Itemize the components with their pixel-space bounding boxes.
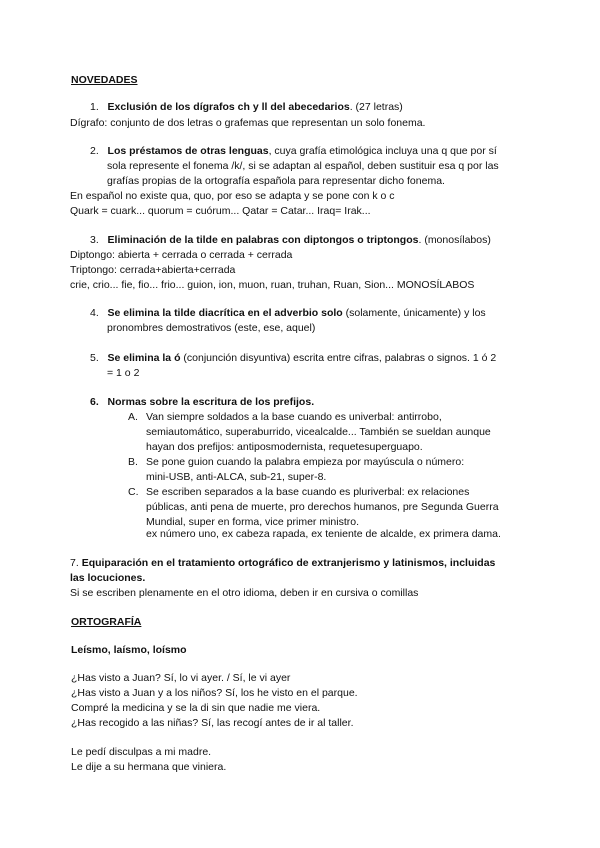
item-2-rest: , cuya grafía etimológica incluya una q que por sí: [268, 145, 497, 157]
item-4: [90, 306, 486, 321]
item-6-sub-a-letter: A.: [128, 411, 138, 423]
example-line-1: ¿Has visto a Juan? Sí, lo vi ayer. / Sí, le vi ayer: [71, 672, 291, 684]
example-line-2: ¿Has visto a Juan y a los niños? Sí, los he visto en el parque.: [71, 687, 358, 699]
example-line-3: Compré la medicina y se la di sin que nadie me viera.: [71, 702, 321, 714]
item-2: [90, 144, 497, 159]
item-4-number: 4.: [90, 307, 99, 319]
line-diptongo: Diptongo: abierta + cerrada o cerrada + cerrada: [70, 249, 293, 261]
item-1-number: 1.: [90, 101, 99, 113]
line-crie: crie, crio... fie, fio... frio... guion, ion, muon, ruan, truhan, Ruan, Sion... MONOSÍLABOS: [70, 279, 475, 291]
example-line-4: ¿Has recogido a las niñas? Sí, las recogí antes de ir al taller.: [71, 717, 354, 729]
item-6-sub-a-line1: Van siempre soldados a la base cuando es univerbal: antirrobo,: [146, 411, 442, 423]
item-4-line2: pronombres demostrativos (este, ese, aquel): [107, 322, 316, 334]
item-3: [90, 233, 491, 248]
item-6-sub-b-letter: B.: [128, 456, 138, 468]
item-6-sub-c-line4: ex número uno, ex cabeza rapada, ex teniente de alcalde, ex primera dama.: [146, 528, 501, 540]
item-5-rest: (conjunción disyuntiva) escrita entre cifras, palabras o signos. 1 ó 2: [180, 352, 497, 364]
line-digrafo: Dígrafo: conjunto de dos letras o grafemas que representan un solo fonema.: [70, 117, 426, 129]
item-2-line2: sola represente el fonema /k/, si se adaptan al español, deben sustituir esa q por las: [107, 160, 499, 172]
item-2-line3: grafías propias de la ortografía española para representar dicho fonema.: [107, 175, 445, 187]
item-5-number: 5.: [90, 352, 99, 364]
item-6-sub-c-letter: C.: [128, 486, 139, 498]
line-quark: Quark = cuark... quorum = cuórum... Qatar = Catar... Iraq= Irak...: [70, 205, 371, 217]
item-6-sub-a-line3: hayan dos prefijos: antiposmodernista, requetesuperguapo.: [146, 441, 423, 453]
item-7-title: Equiparación en el tratamiento ortográfico de extranjerismo y latinismos, incluidas: [81, 557, 496, 569]
item-1: [90, 100, 403, 115]
item-7-line3: Si se escriben plenamente en el otro idioma, deben ir en cursiva o comillas: [70, 587, 419, 599]
example-line-5: Le pedí disculpas a mi madre.: [71, 746, 212, 758]
item-2-title: Los préstamos de otras lenguas: [107, 145, 269, 157]
item-3-number: 3.: [90, 234, 99, 246]
line-qua: En español no existe qua, quo, por eso se adapta y se pone con k o c: [70, 190, 395, 202]
item-4-title: Se elimina la tilde diacrítica en el adverbio solo: [107, 307, 343, 319]
item-5-line2: = 1 o 2: [107, 367, 140, 379]
item-2-number: 2.: [90, 145, 99, 157]
item-6-sub-b-line2: mini-USB, anti-ALCA, sub-21, super-8.: [146, 471, 327, 483]
item-7-title-cont: las locuciones.: [70, 572, 146, 584]
item-6-sub-c-line1: Se escriben separados a la base cuando es pluriverbal: ex relaciones: [146, 486, 470, 498]
item-5: [90, 351, 496, 366]
item-6-sub-c-line2: públicas, anti pena de muerte, pro derechos humanos, pre Segunda Guerra: [146, 501, 499, 513]
item-7-number: 7.: [70, 557, 82, 569]
item-5-title: Se elimina la ó: [107, 352, 181, 364]
item-1-rest: . (27 letras): [349, 101, 403, 113]
item-6-title: Normas sobre la escritura de los prefijos.: [107, 396, 315, 408]
item-6-sub-a-line2: semiautomático, superaburrido, vicealcalde... También se sueldan aunque: [146, 426, 491, 438]
item-6-sub-c-line3: Mundial, super en forma, vice primer ministro.: [146, 516, 359, 528]
heading-novedades: NOVEDADES: [71, 74, 138, 86]
item-3-title: Eliminación de la tilde en palabras con diptongos o triptongos: [107, 234, 419, 246]
line-triptongo: Triptongo: cerrada+abierta+cerrada: [70, 264, 236, 276]
example-line-6: Le dije a su hermana que viniera.: [71, 761, 227, 773]
item-6: [90, 395, 314, 410]
item-4-rest: (solamente, únicamente) y los: [342, 307, 486, 319]
item-3-rest: . (monosílabos): [418, 234, 491, 246]
item-6-sub-b-line1: Se pone guion cuando la palabra empieza por mayúscula o número:: [146, 456, 465, 468]
item-7-title-line2: [70, 571, 145, 586]
subheading-leismo: Leísmo, laísmo, loísmo: [71, 644, 187, 656]
item-1-title: Exclusión de los dígrafos ch y ll del abecedarios: [107, 101, 350, 113]
heading-ortografia: ORTOGRAFÍA: [71, 616, 142, 628]
item-6-number: 6.: [90, 396, 99, 408]
item-7: [70, 556, 495, 571]
